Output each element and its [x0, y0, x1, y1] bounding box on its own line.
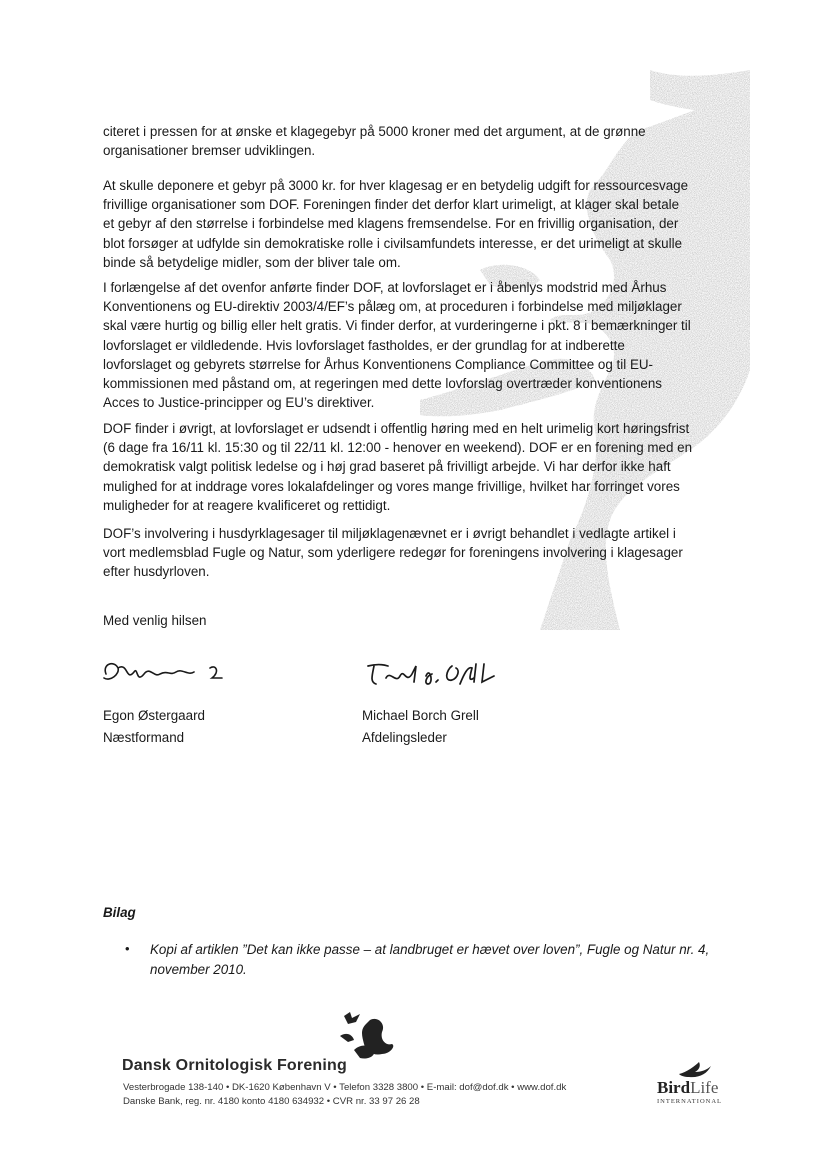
birdlife-logo-subtitle: INTERNATIONAL — [657, 1098, 722, 1105]
signature-michael-borch-grell — [360, 656, 510, 692]
letter-paragraph: DOF finder i øvrigt, at lovforslaget er udsendt i offentlig høring med en helt urimelig kort høringsfrist (6 dage fra 16/11 kl. 15:30 og til 22/11 kl. 12:00 - henover en weekend). DOF er en forening med en demokratisk valgt politisk ledelse og i høj grad baseret på frivilligt arbejde. Vi har derfor ikke haft mulighed for at inddrage vores lokalafdelinger og vores mange frivillige, hvilket har forringet vores muligheder for at reagere kvalificeret og rettidigt. — [103, 421, 693, 513]
birdlife-logo-text-light: Life — [690, 1078, 719, 1097]
signatory-title: Afdelingsleder — [362, 730, 447, 745]
signatory-block — [362, 705, 479, 749]
signatory-block — [103, 705, 205, 749]
signature-egon-ostergaard — [98, 652, 238, 692]
organization-name: Dansk Ornitologisk Forening — [122, 1057, 347, 1074]
letter-paragraph: DOF’s involvering i husdyrklagesager til miljøklagenævnet er i øvrigt behandlet i vedlagte artikel i vort medlemsblad Fugle og Natur, som yderligere redegør for foreningens involvering i klagesager efter husdyrloven. — [103, 526, 683, 580]
birdlife-international-logo — [655, 1060, 735, 1110]
letter-paragraph: citeret i pressen for at ønske et klagegebyr på 5000 kroner med det argument, at de grønne organisationer bremser udviklingen. — [103, 124, 646, 159]
attachments-heading: Bilag — [103, 905, 136, 920]
signatory-title: Næstformand — [103, 730, 185, 745]
birdlife-logo-text: Bird — [657, 1078, 691, 1097]
birdlife-bird-icon — [677, 1060, 713, 1078]
organization-bank-details: Danske Bank, reg. nr. 4180 konto 4180 634932 • CVR nr. 33 97 26 28 — [123, 1096, 420, 1107]
attachment-item: Kopi af artiklen ”Det kan ikke passe – at landbruget er hævet over loven”, Fugle og Natur nr. 4, november 2010. — [150, 942, 710, 977]
bullet-icon: • — [125, 941, 130, 956]
organization-address: Vesterbrogade 138-140 • DK-1620 København V • Telefon 3328 3800 • E-mail: dof@dof.dk • www.dof.dk — [123, 1082, 567, 1093]
signatory-name: Egon Østergaard — [103, 708, 205, 723]
letter-paragraph: I forlængelse af det ovenfor anførte finder DOF, at lovforslaget er i åbenlys modstrid med Århus Konventionens og EU-direktiv 2003/4/EF’s pålæg om, at proceduren i forbindelse med miljøklager skal være hurtig og billig eller helt gratis. Vi finder derfor, at vurderingerne i pkt. 8 i bemærkninger til lovforslaget er vildledende. Hvis lovforslaget fastholdes, er der grundlag for at indberette lovforslaget og gebyrets størrelse for Århus Konventionens Compliance Committee og til EU-kommissionen med påstand om, at regeringen med dette lovforslag overtræder konventionens Acces to Justice-principper og EU’s direktiver. — [103, 280, 691, 411]
letter-paragraph: At skulle deponere et gebyr på 3000 kr. for hver klagesag er en betydelig udgift for ressourcesvage frivillige organisationer som DOF. Foreningen finder det derfor klart urimeligt, at klager skal betale et gebyr af den størrelse i forbindelse med klagens fremsendelse. For en frivillig organisation, der blot forsøger at udfylde sin demokratiske rolle i civilsamfundets interesse, er det urimeligt at skulle binde så betydelige midler, som der bliver tale om. — [103, 178, 689, 270]
closing-salutation: Med venlig hilsen — [103, 613, 207, 628]
signatory-name: Michael Borch Grell — [362, 708, 479, 723]
